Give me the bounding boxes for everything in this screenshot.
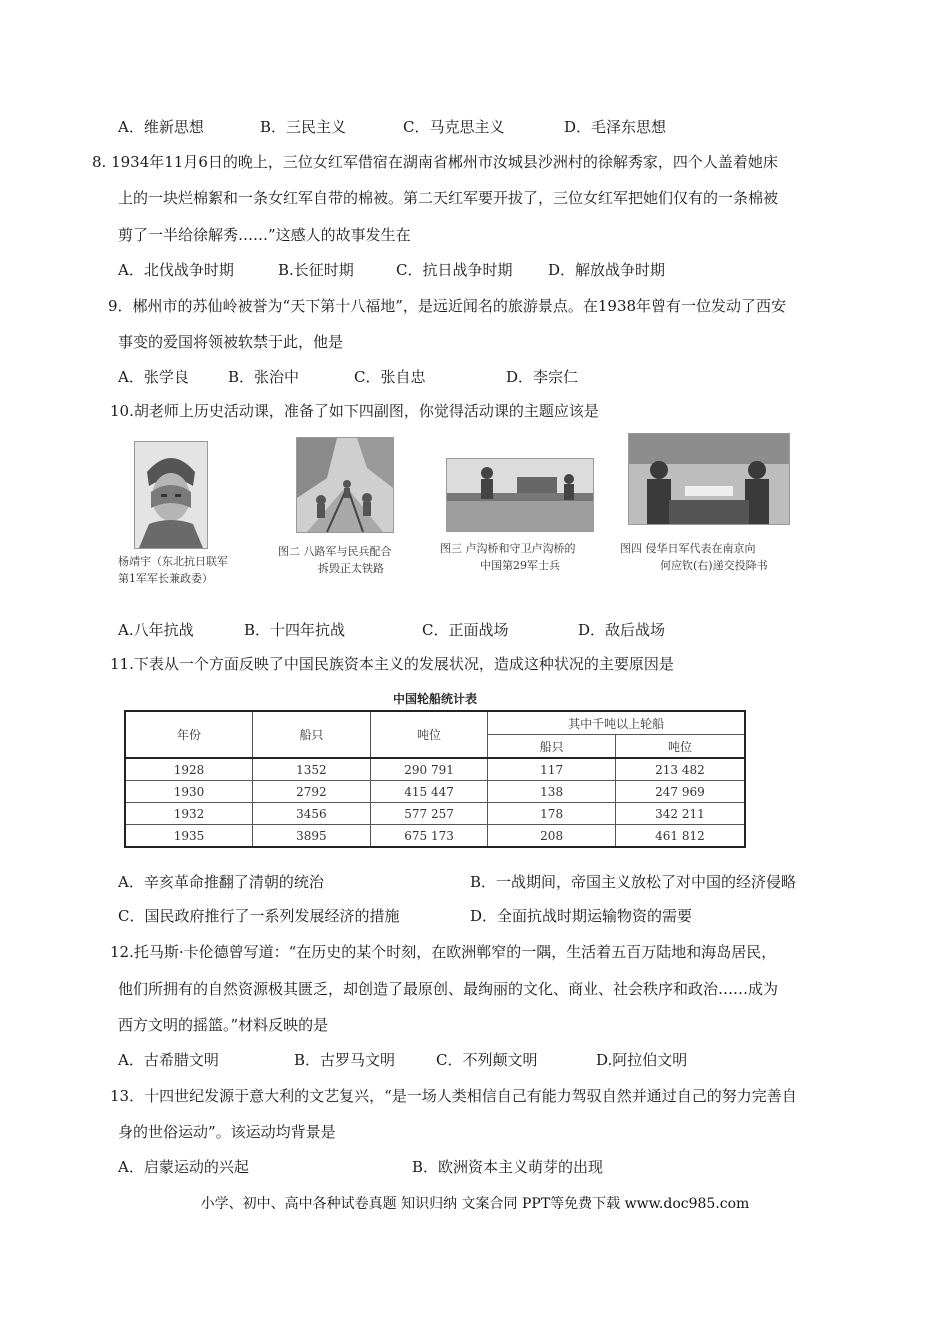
caption-photo-4: [620, 540, 768, 574]
q10-option-c: C．正面战场: [422, 621, 509, 639]
table-cell: 213 482: [615, 758, 745, 781]
header-year: 年份: [125, 711, 253, 758]
table-cell: 2792: [253, 781, 371, 803]
q11-stem: 11.下表从一个方面反映了中国民族资本主义的发展状况，造成这种状况的主要原因是: [110, 655, 674, 673]
q13-option-b: B．欧洲资本主义萌芽的出现: [412, 1158, 604, 1176]
table-cell: 1935: [125, 825, 253, 848]
photo-japanese-surrender: [628, 433, 790, 525]
q11-option-b: B．一战期间，帝国主义放松了对中国的经济侵略: [470, 873, 797, 891]
subheader-ships: 船只: [488, 735, 616, 759]
caption-photo-4-line-1: 图四 侵华日军代表在南京向: [620, 542, 756, 555]
table-cell: 342 211: [615, 803, 745, 825]
q8-stem-line-3: 剪了一半给徐解秀……”这感人的故事发生在: [118, 226, 411, 244]
q12-option-d: D.阿拉伯文明: [596, 1051, 688, 1069]
table-row: [125, 825, 745, 848]
q12-option-b: B．古罗马文明: [294, 1051, 396, 1069]
caption-photo-4-line-2: 何应钦(右)递交投降书: [660, 559, 768, 572]
table-row: [125, 781, 745, 803]
q8-option-d: D．解放战争时期: [548, 261, 666, 279]
caption-photo-3-line-2: 中国第29军士兵: [480, 559, 560, 572]
q12-stem-line-3: 西方文明的摇篮。”材料反映的是: [118, 1016, 329, 1034]
q12-option-c: C．不列颠文明: [436, 1051, 538, 1069]
q8-option-c: C．抗日战争时期: [396, 261, 513, 279]
q11-option-d: D．全面抗战时期运输物资的需要: [470, 907, 693, 925]
q9-stem-line-1: 9．郴州市的苏仙岭被誉为“天下第十八福地”，是远近闻名的旅游景点。在1938年曾有一位发动了西安: [108, 297, 787, 315]
q7-option-b: B．三民主义: [260, 118, 347, 136]
header-ships: 船只: [253, 711, 371, 758]
table-title: 中国轮船统计表: [392, 692, 477, 706]
table-cell: 117: [488, 758, 616, 781]
q10-option-d: D．敌后战场: [578, 621, 666, 639]
portrait-illustration: [135, 442, 207, 548]
table-row: [125, 803, 745, 825]
railway-photo-illustration: [297, 438, 393, 532]
table-cell: 415 447: [370, 781, 488, 803]
q10-stem: 10.胡老师上历史活动课，准备了如下四副图，你觉得活动课的主题应该是: [110, 402, 599, 420]
q8-stem-line-2: 上的一块烂棉絮和一条女红军自带的棉被。第二天红军要开拔了，三位女红军把她们仅有的一条棉被: [118, 189, 779, 207]
caption-photo-2-line-2: 拆毁正太铁路: [318, 562, 384, 575]
header-over-1000-tons: 其中千吨以上轮船: [488, 711, 745, 735]
table-cell: 675 173: [370, 825, 488, 848]
table-cell: 461 812: [615, 825, 745, 848]
caption-photo-1-line-2: 第1军军长兼政委）: [118, 572, 213, 585]
q13-stem-line-1: 13．十四世纪发源于意大利的文艺复兴，“是一场人类相信自己有能力驾驭自然并通过自己的努力完善自: [110, 1087, 797, 1105]
q10-option-a: A.八年抗战: [118, 621, 194, 639]
caption-photo-1-line-1: 杨靖宇（东北抗日联军: [118, 555, 228, 568]
table-cell: 290 791: [370, 758, 488, 781]
photo-yang-jingyu: [134, 441, 208, 549]
q13-stem-line-2: 身的世俗运动”。该运动均背景是: [118, 1123, 336, 1141]
ship-statistics-table: [124, 710, 746, 848]
table-cell: 3895: [253, 825, 371, 848]
q12-option-a: A．古希腊文明: [118, 1051, 219, 1069]
table-cell: 1928: [125, 758, 253, 781]
caption-photo-1: [118, 553, 228, 587]
header-tonnage: 吨位: [370, 711, 488, 758]
subheader-tonnage: 吨位: [615, 735, 745, 759]
q10-option-b: B．十四年抗战: [244, 621, 346, 639]
q13-option-a: A．启蒙运动的兴起: [118, 1158, 249, 1176]
q7-option-a: A．维新思想: [118, 118, 204, 136]
page-footer: 小学、初中、高中各种试卷真题 知识归纳 文案合同 PPT等免费下载 www.doc985.com: [200, 1196, 750, 1212]
q9-option-c: C．张自忠: [354, 368, 426, 386]
q12-stem-line-1: 12.托马斯·卡伦德曾写道：“在历史的某个时刻，在欧洲郸窄的一隅，生活着五百万陆地和海岛居民，: [110, 943, 777, 961]
table-cell: 208: [488, 825, 616, 848]
caption-photo-2-line-1: 图二 八路军与民兵配合: [278, 545, 392, 558]
table-row: [125, 758, 745, 781]
photo-railway-destruction: [296, 437, 394, 533]
q7-option-c: C．马克思主义: [403, 118, 505, 136]
table-cell: 1932: [125, 803, 253, 825]
caption-photo-3: [440, 540, 576, 574]
q9-option-b: B．张治中: [228, 368, 300, 386]
q7-option-d: D．毛泽东思想: [564, 118, 667, 136]
q9-option-a: A．张学良: [118, 368, 189, 386]
surrender-photo-illustration: [629, 434, 789, 524]
q8-option-a: A．北伐战争时期: [118, 261, 234, 279]
q9-stem-line-2: 事变的爱国将领被软禁于此，他是: [118, 333, 344, 351]
q11-option-c: C．国民政府推行了一系列发展经济的措施: [118, 907, 400, 925]
photo-lugou-bridge: [446, 458, 594, 532]
bridge-photo-illustration: [447, 459, 593, 531]
table-cell: 577 257: [370, 803, 488, 825]
table-cell: 3456: [253, 803, 371, 825]
q12-stem-line-2: 他们所拥有的自然资源极其匮乏，却创造了最原创、最绚丽的文化、商业、社会秩序和政治……成为: [118, 980, 779, 998]
q11-option-a: A．辛亥革命推翻了清朝的统治: [118, 873, 324, 891]
table-cell: 138: [488, 781, 616, 803]
q9-option-d: D．李宗仁: [506, 368, 579, 386]
caption-photo-3-line-1: 图三 卢沟桥和守卫卢沟桥的: [440, 542, 576, 555]
q8-option-b: B.长征时期: [278, 261, 354, 279]
table-cell: 1930: [125, 781, 253, 803]
table-cell: 247 969: [615, 781, 745, 803]
table-cell: 178: [488, 803, 616, 825]
table-cell: 1352: [253, 758, 371, 781]
caption-photo-2: [278, 543, 392, 577]
q8-stem-line-1: 8. 1934年11月6日的晚上，三位女红军借宿在湖南省郴州市汝城县沙洲村的徐解秀家，四个人盖着她床: [92, 153, 778, 171]
